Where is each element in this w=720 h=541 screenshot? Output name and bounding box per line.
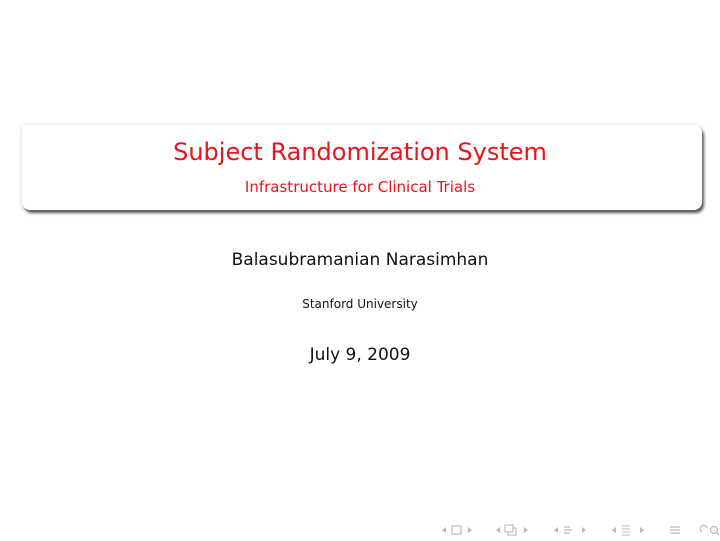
appendix-navigation[interactable] bbox=[668, 524, 682, 536]
slide-subtitle: Infrastructure for Clinical Trials bbox=[244, 178, 476, 196]
beamer-navigation-bar bbox=[440, 522, 714, 538]
section-navigation-icon bbox=[552, 524, 594, 536]
frame-navigation-icon bbox=[440, 524, 478, 536]
slide-navigation-icon bbox=[610, 524, 652, 536]
author-name: Balasubramanian Narasimhan bbox=[231, 250, 489, 270]
search-icon bbox=[698, 524, 720, 536]
equivalence-icon bbox=[668, 524, 682, 536]
section-navigation[interactable] bbox=[552, 524, 594, 536]
slide-title: Subject Randomization System bbox=[173, 138, 547, 166]
frame-navigation[interactable] bbox=[440, 524, 478, 536]
presentation-date: July 9, 2009 bbox=[309, 345, 411, 365]
subsection-navigation[interactable] bbox=[494, 524, 536, 536]
subsection-navigation-icon bbox=[494, 524, 536, 536]
institute-name: Stanford University bbox=[302, 297, 418, 311]
search-navigation[interactable] bbox=[698, 524, 720, 536]
slide-navigation[interactable] bbox=[610, 524, 652, 536]
